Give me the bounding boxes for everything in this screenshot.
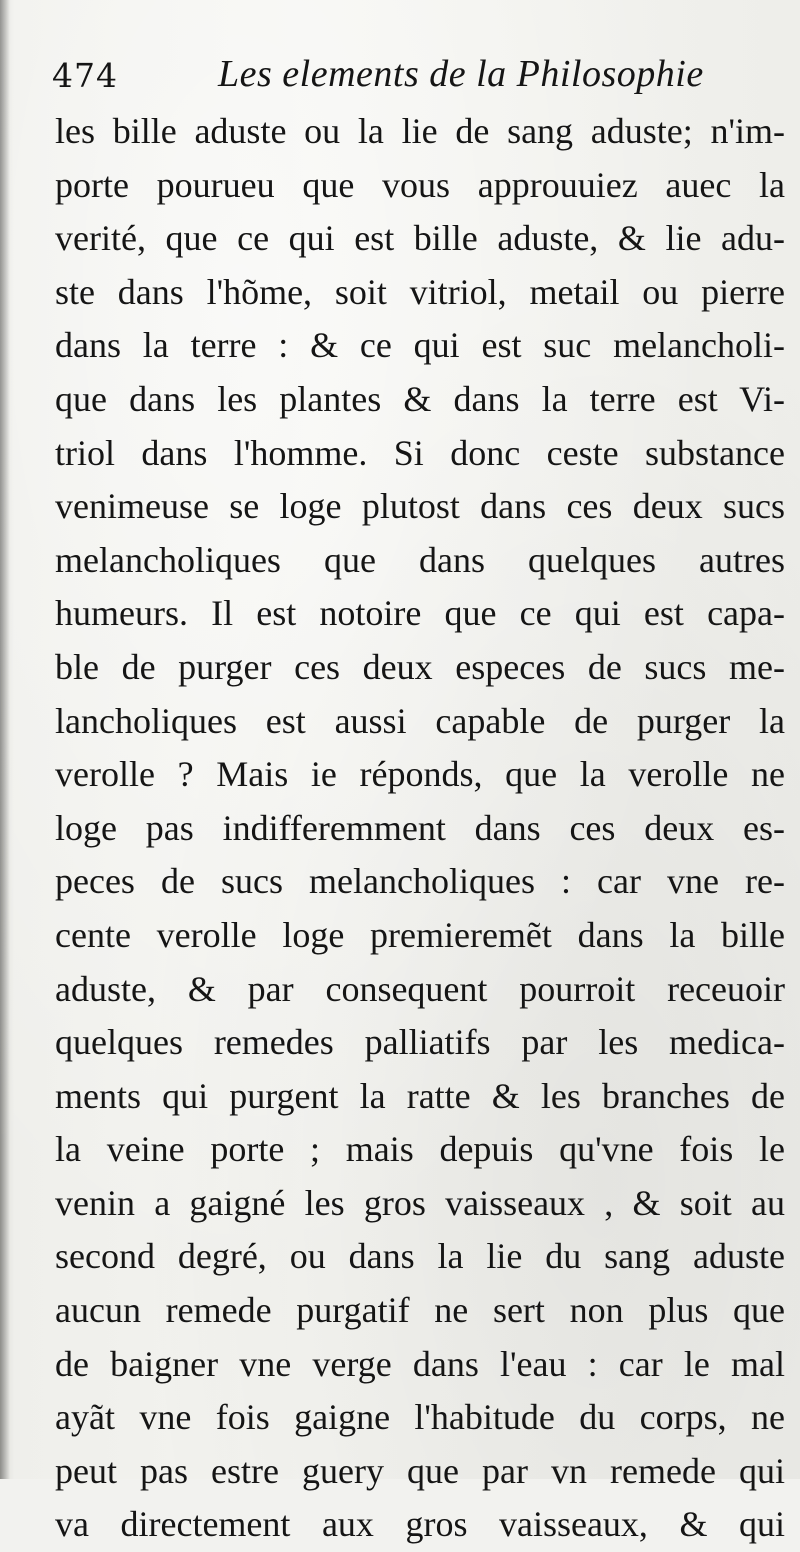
page-number: 474 bbox=[52, 56, 118, 95]
text-line: la veine porte ; mais depuis qu'vne fois le bbox=[55, 1129, 785, 1170]
text-line: aduste, & par consequent pourroit receuoir bbox=[55, 968, 785, 1009]
text-line: ments qui purgent la ratte & les branches de bbox=[55, 1075, 785, 1116]
text-line: que dans les plantes & dans la terre est Vi- bbox=[55, 378, 785, 419]
text-line: porte pourueu que vous approuuiez auec la bbox=[55, 164, 785, 205]
text-line: dans la terre : & ce qui est suc melancholi- bbox=[55, 325, 785, 366]
text-line: quelques remedes palliatifs par les medica- bbox=[55, 1022, 785, 1063]
text-line: ble de purger ces deux especes de sucs me- bbox=[55, 646, 785, 687]
page-gutter-shadow bbox=[0, 0, 10, 1479]
text-line: ayãt vne fois gaigne l'habitude du corps, ne bbox=[55, 1397, 785, 1438]
text-line: triol dans l'homme. Si donc ceste substance bbox=[55, 432, 785, 473]
text-line: melancholiques que dans quelques autres bbox=[55, 539, 785, 580]
text-line: venin a gaigné les gros vaisseaux , & soit au bbox=[55, 1182, 785, 1223]
text-line: lancholiques est aussi capable de purger la bbox=[55, 700, 785, 741]
text-line: de baigner vne verge dans l'eau : car le mal bbox=[55, 1343, 785, 1384]
text-line: second degré, ou dans la lie du sang aduste bbox=[55, 1236, 785, 1277]
page-header bbox=[52, 50, 752, 102]
text-line: les bille aduste ou la lie de sang aduste; n'im- bbox=[55, 111, 785, 151]
text-line: peut pas estre guery que par vn remede qui bbox=[55, 1450, 785, 1491]
text-line: va directement aux gros vaisseaux, & qui bbox=[55, 1504, 785, 1545]
running-title: Les elements de la Philosophie bbox=[218, 53, 704, 95]
text-line: cente verolle loge premieremẽt dans la bille bbox=[55, 914, 785, 955]
text-line: aucun remede purgatif ne sert non plus que bbox=[55, 1290, 785, 1331]
text-line: verolle ? Mais ie réponds, que la verolle ne bbox=[55, 754, 785, 795]
text-line: verité, que ce qui est bille aduste, & lie adu- bbox=[55, 218, 785, 259]
text-line: loge pas indifferemment dans ces deux es- bbox=[55, 807, 785, 848]
body-text bbox=[55, 105, 785, 1552]
text-line: venimeuse se loge plutost dans ces deux sucs bbox=[55, 486, 785, 527]
text-line: humeurs. Il est notoire que ce qui est capa- bbox=[55, 593, 785, 634]
text-line: ste dans l'hõme, soit vitriol, metail ou pierre bbox=[55, 271, 785, 312]
text-line: peces de sucs melancholiques : car vne re- bbox=[55, 861, 785, 902]
